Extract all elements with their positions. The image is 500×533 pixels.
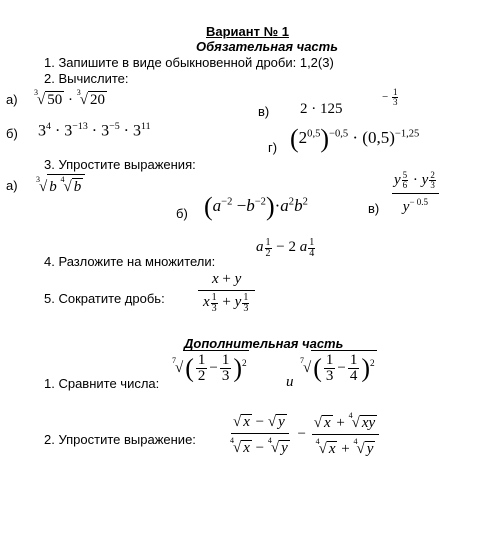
label-3v: в) <box>368 201 380 216</box>
task-2-text: 2. Вычислите: <box>44 71 129 86</box>
task-5-text: 5. Сократите дробь: <box>44 291 165 306</box>
label-2b: б) <box>6 126 18 141</box>
extra-2-text: 2. Упростите выражение: <box>44 432 196 447</box>
expr-3b: $(a^{-2} -b^{-2})\cdot a^2b^2$ <box>204 192 308 221</box>
expr-e2: $\frac{√ x - √ y}{^4√ x - ^4√ y}$ − $\frac{√ x + ^4√ xy}{^4√ x + ^4√ y}$ <box>226 412 381 457</box>
task-3-text: 3. Упростите выражения: <box>44 157 196 172</box>
word-and: и <box>286 374 294 390</box>
section-title-required: Обязательная часть <box>196 39 338 54</box>
expr-5: x + y x $\frac{1}{3}$ + y $\frac{1}{3}$ <box>196 272 257 314</box>
extra-1-text: 1. Сравните числа: <box>44 376 160 391</box>
expr-2v-exponent: − $\frac{1}{3}$ <box>382 87 398 107</box>
section-title-extra: Дополнительная часть <box>184 336 344 351</box>
expr-2v: 2 · 125 <box>300 101 343 117</box>
label-2v: в) <box>258 104 270 119</box>
expr-3v: y $\frac{5}{6}$ · y $\frac{2}{3}$ $y^{- 0.5}$ <box>390 171 441 215</box>
task-4-text: 4. Разложите на множители: <box>44 254 216 269</box>
expr-2b: $3^4 \cdot 3^{-13} \cdot 3^{-5} \cdot 3^{11}$ <box>38 121 151 140</box>
label-3b: б) <box>176 206 188 221</box>
label-3a: а) <box>6 178 18 193</box>
expr-e1-right: $^7$√( $\frac{1}{3}$ − $\frac{1}{4}$ )$^2$ <box>300 352 375 384</box>
label-2g: г) <box>268 140 278 155</box>
label-2a: а) <box>6 92 18 107</box>
expr-e1-left: $^7$√( $\frac{1}{2}$ − $\frac{1}{3}$ )$^2$ <box>172 352 247 384</box>
expr-2a: $^3$√ 50 · $^3$√ 20 <box>34 88 105 108</box>
task-1-text: 1. Запишите в виде обыкновенной дроби: 1,2(3) <box>44 55 334 70</box>
page-title: Вариант № 1 <box>206 24 289 39</box>
expr-2g: $(2^{0,5})^{-0,5} \cdot (0,5)^{-1,25}$ <box>290 124 420 153</box>
expr-4: a $\frac{1}{2}$ − 2 a $\frac{1}{4}$ <box>256 237 315 259</box>
expr-3a: $^3$√ b $^4$√ b <box>36 174 85 196</box>
